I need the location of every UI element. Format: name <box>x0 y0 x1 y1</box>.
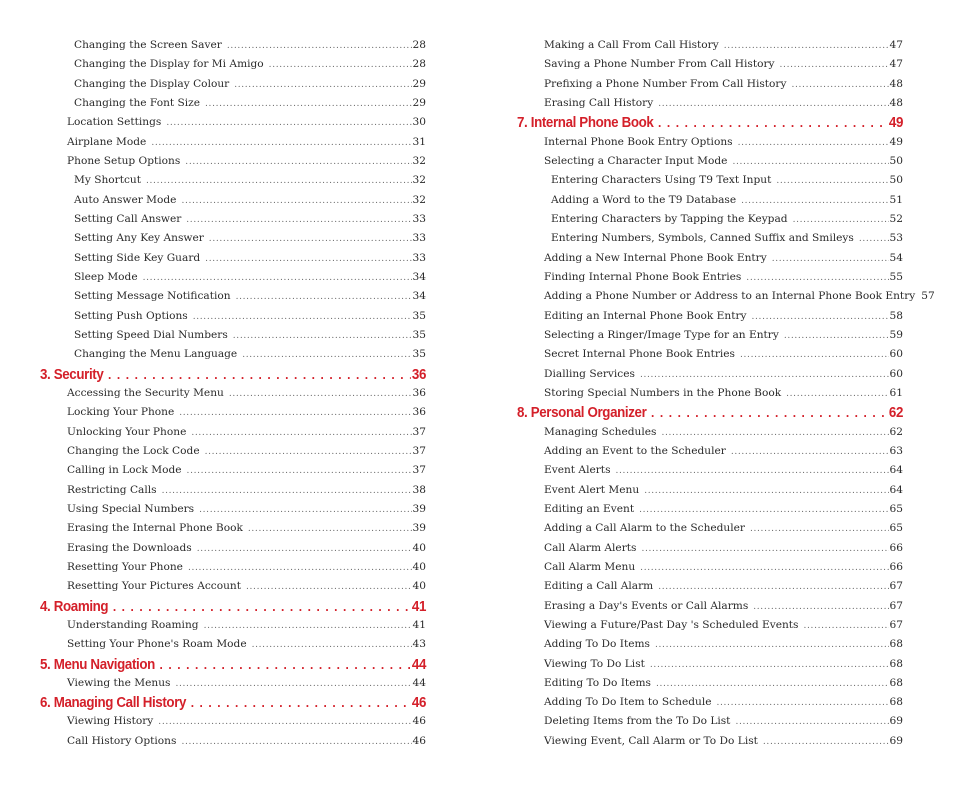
toc-entry <box>40 442 426 461</box>
toc-entry <box>517 268 903 287</box>
entry-title: Setting Side Key Guard <box>74 251 201 264</box>
dot-leader <box>242 346 411 365</box>
toc-entry <box>517 674 903 693</box>
dot-leader <box>791 76 888 95</box>
toc-entry <box>40 55 426 74</box>
page-number: 40 <box>412 560 426 573</box>
toc-entry <box>40 577 426 596</box>
toc-entry <box>40 287 426 306</box>
chapter-title: 5. Menu Navigation <box>40 656 155 673</box>
chapter-title: 8. Personal Organizer <box>517 405 647 422</box>
entry-title: Viewing History <box>67 715 154 728</box>
dot-leader <box>205 95 411 114</box>
page-number: 60 <box>889 367 903 380</box>
toc-entry <box>40 519 426 538</box>
page-number: 35 <box>412 348 426 361</box>
toc-entry <box>40 75 426 94</box>
dot-leader <box>658 95 888 114</box>
toc-entry <box>517 597 903 616</box>
dot-leader <box>191 693 411 712</box>
dot-leader <box>752 308 889 327</box>
page-number: 40 <box>412 580 426 593</box>
dot-leader <box>108 365 411 384</box>
dot-leader <box>197 540 412 559</box>
toc-entry <box>40 345 426 364</box>
entry-title: Changing the Display Colour <box>74 77 230 90</box>
dot-leader <box>234 76 411 95</box>
entry-title: Calling in Lock Mode <box>67 464 182 477</box>
toc-chapter-heading <box>517 403 903 422</box>
toc-entry <box>40 403 426 422</box>
entry-title: Erasing the Internal Phone Book <box>67 522 243 535</box>
dot-leader <box>731 443 889 462</box>
toc-entry <box>517 712 903 731</box>
page-number: 33 <box>412 232 426 245</box>
dot-leader <box>640 366 889 385</box>
toc-entry <box>517 461 903 480</box>
dot-leader <box>229 385 412 404</box>
toc-entry <box>517 635 903 654</box>
entry-title: Auto Answer Mode <box>74 193 177 206</box>
entry-title: Setting Push Options <box>74 309 188 322</box>
dot-leader <box>859 230 889 249</box>
entry-title: Call Alarm Alerts <box>544 541 637 554</box>
page-number: 47 <box>889 58 903 71</box>
dot-leader <box>188 559 412 578</box>
page-number: 41 <box>412 618 426 631</box>
dot-leader <box>146 172 412 191</box>
page-number: 68 <box>889 676 903 689</box>
page-number: 48 <box>889 96 903 109</box>
entry-title: Setting Any Key Answer <box>74 232 204 245</box>
page-number: 53 <box>889 232 903 245</box>
toc-entry <box>517 210 903 229</box>
toc-entry <box>517 326 903 345</box>
dot-leader <box>738 134 889 153</box>
dot-leader <box>158 713 411 732</box>
toc-entry <box>517 36 903 55</box>
page-number: 64 <box>889 464 903 477</box>
toc-entry <box>40 732 426 751</box>
page-number: 59 <box>889 328 903 341</box>
dot-leader <box>641 540 888 559</box>
dot-leader <box>746 269 888 288</box>
toc-entry <box>517 345 903 364</box>
toc-entry <box>40 152 426 171</box>
entry-title: Changing the Font Size <box>74 96 201 109</box>
entry-title: Dialling Services <box>544 367 635 380</box>
entry-title: Locking Your Phone <box>67 406 175 419</box>
dot-leader <box>166 114 411 133</box>
entry-title: Making a Call From Call History <box>544 39 719 51</box>
toc-chapter-heading <box>40 365 426 384</box>
page-number: 36 <box>412 386 426 399</box>
chapter-title: 6. Managing Call History <box>40 695 187 712</box>
toc-entry <box>40 113 426 132</box>
dot-leader <box>640 559 888 578</box>
dot-leader <box>252 636 412 655</box>
dot-leader <box>187 462 412 481</box>
toc-chapter-heading <box>40 655 426 674</box>
toc-chapter-heading <box>40 597 426 616</box>
page-number: 46 <box>412 715 426 728</box>
dot-leader <box>205 443 412 462</box>
page-number: 65 <box>889 522 903 535</box>
toc-entry <box>517 423 903 442</box>
page-number: 68 <box>889 696 903 709</box>
toc-entry <box>517 307 903 326</box>
page-number: 51 <box>889 193 903 206</box>
page-number: 33 <box>412 251 426 264</box>
dot-leader <box>658 113 888 132</box>
entry-title: Viewing a Future/Past Day 's Scheduled Events <box>544 618 799 631</box>
toc-entry <box>517 519 903 538</box>
page-number: 69 <box>889 734 903 747</box>
chapter-title: 4. Roaming <box>40 598 109 615</box>
dot-leader <box>175 675 411 694</box>
entry-title: Erasing the Downloads <box>67 541 192 554</box>
dot-leader <box>750 520 889 539</box>
toc-entry <box>517 191 903 210</box>
chapter-title: 7. Internal Phone Book <box>517 115 654 132</box>
entry-title: Adding To Do Items <box>544 638 650 651</box>
dot-leader <box>236 288 412 307</box>
page-number: 62 <box>888 405 904 422</box>
page-number: 28 <box>412 39 426 51</box>
dot-leader <box>732 153 888 172</box>
entry-title: Changing the Display for Mi Amigo <box>74 58 264 71</box>
toc-entry <box>40 635 426 654</box>
entry-title: Erasing a Day's Events or Call Alarms <box>544 599 749 612</box>
toc-entry <box>517 558 903 577</box>
toc-entry <box>40 268 426 287</box>
entry-title: Event Alert Menu <box>544 483 640 496</box>
toc-entry <box>517 693 903 712</box>
page-number: 68 <box>889 657 903 670</box>
dot-leader <box>209 230 412 249</box>
page-number: 34 <box>412 290 426 303</box>
entry-title: Changing the Menu Language <box>74 348 238 361</box>
page-number: 63 <box>889 444 903 457</box>
dot-leader <box>185 153 411 172</box>
entry-title: Setting Message Notification <box>74 290 231 303</box>
dot-leader <box>656 675 889 694</box>
dot-leader <box>655 636 889 655</box>
page-number: 35 <box>412 328 426 341</box>
dot-leader <box>143 269 412 288</box>
page-number: 61 <box>889 386 903 399</box>
toc-entry <box>40 481 426 500</box>
toc-entry <box>40 558 426 577</box>
page-number: 46 <box>411 695 427 712</box>
entry-title: Editing a Call Alarm <box>544 580 654 593</box>
page-number: 57 <box>921 290 935 303</box>
page-number: 58 <box>889 309 903 322</box>
dot-leader <box>160 655 411 674</box>
dot-leader <box>204 617 412 636</box>
entry-title: Call Alarm Menu <box>544 560 636 573</box>
toc-entry <box>517 229 903 248</box>
toc-entry <box>517 384 903 403</box>
page-number: 67 <box>889 599 903 612</box>
page-number: 64 <box>889 483 903 496</box>
dot-leader <box>804 617 889 636</box>
toc-column-left <box>40 36 426 751</box>
entry-title: Selecting a Character Input Mode <box>544 154 728 167</box>
page-number: 35 <box>412 309 426 322</box>
page-number: 38 <box>412 483 426 496</box>
page-number: 66 <box>889 560 903 573</box>
entry-title: Call History Options <box>67 734 177 747</box>
entry-title: Adding an Event to the Scheduler <box>544 444 726 457</box>
entry-title: Changing the Lock Code <box>67 444 200 457</box>
entry-title: Event Alerts <box>544 464 611 477</box>
dot-leader <box>246 578 412 597</box>
entry-title: Resetting Your Pictures Account <box>67 580 241 593</box>
dot-leader <box>186 211 411 230</box>
toc-entry <box>517 500 903 519</box>
toc-entry <box>40 423 426 442</box>
toc-chapter-heading <box>40 693 426 712</box>
dot-leader <box>193 308 412 327</box>
entry-title: Finding Internal Phone Book Entries <box>544 270 742 283</box>
toc-entry <box>40 94 426 113</box>
dot-leader <box>639 501 888 520</box>
page-number: 43 <box>412 638 426 651</box>
dot-leader <box>740 346 889 365</box>
toc-entry <box>517 75 903 94</box>
entry-title: Phone Setup Options <box>67 154 181 167</box>
dot-leader <box>658 578 888 597</box>
dot-leader <box>772 250 889 269</box>
page-number: 55 <box>889 270 903 283</box>
entry-title: Accessing the Security Menu <box>67 386 224 399</box>
entry-title: Erasing Call History <box>544 96 654 109</box>
dot-leader <box>780 56 889 75</box>
chapter-title: 3. Security <box>40 366 104 383</box>
page-number: 39 <box>412 522 426 535</box>
entry-title: Selecting a Ringer/Image Type for an Entry <box>544 328 779 341</box>
toc-entry <box>40 616 426 635</box>
dot-leader <box>753 598 888 617</box>
toc-entry <box>40 210 426 229</box>
page-number: 46 <box>412 734 426 747</box>
page-number: 62 <box>889 425 903 438</box>
entry-title: Entering Numbers, Symbols, Canned Suffix and Smileys <box>551 232 854 245</box>
page-number: 33 <box>412 212 426 225</box>
toc-entry <box>517 732 903 751</box>
entry-title: Sleep Mode <box>74 270 138 283</box>
dot-leader <box>784 327 889 346</box>
entry-title: Adding a Call Alarm to the Scheduler <box>544 522 745 535</box>
dot-leader <box>191 424 411 443</box>
dot-leader <box>716 694 888 713</box>
entry-title: Viewing Event, Call Alarm or To Do List <box>544 734 758 747</box>
entry-title: Saving a Phone Number From Call History <box>544 58 775 71</box>
entry-title: Adding a Phone Number or Address to an Internal Phone Book Entry <box>544 290 916 303</box>
dot-leader <box>269 56 412 75</box>
entry-title: Editing an Internal Phone Book Entry <box>544 309 747 322</box>
dot-leader <box>616 462 889 481</box>
entry-title: Editing To Do Items <box>544 676 651 689</box>
page-number: 32 <box>412 174 426 187</box>
page-number: 50 <box>889 154 903 167</box>
dot-leader <box>763 733 889 752</box>
dot-leader <box>644 482 888 501</box>
entry-title: Entering Characters Using T9 Text Input <box>551 174 772 187</box>
page-number: 65 <box>889 502 903 515</box>
dot-leader <box>162 482 412 501</box>
page-number: 39 <box>412 502 426 515</box>
dot-leader <box>661 424 888 443</box>
toc-entry <box>517 616 903 635</box>
dot-leader <box>741 192 888 211</box>
toc-entry <box>40 674 426 693</box>
toc-entry <box>517 55 903 74</box>
entry-title: Location Settings <box>67 116 162 129</box>
toc-entry <box>40 461 426 480</box>
entry-title: Resetting Your Phone <box>67 560 183 573</box>
entry-title: Entering Characters by Tapping the Keypad <box>551 212 788 225</box>
page-number: 32 <box>412 193 426 206</box>
entry-title: Adding a Word to the T9 Database <box>551 193 737 206</box>
dot-leader <box>205 250 411 269</box>
page-number: 67 <box>889 580 903 593</box>
page-number: 44 <box>412 676 426 689</box>
toc-entry <box>40 249 426 268</box>
page-number: 37 <box>412 444 426 457</box>
toc-entry <box>517 655 903 674</box>
dot-leader <box>233 327 412 346</box>
page-number: 31 <box>412 135 426 148</box>
page-number: 29 <box>412 77 426 90</box>
entry-title: Setting Speed Dial Numbers <box>74 328 228 341</box>
toc-entry <box>517 94 903 113</box>
entry-title: Using Special Numbers <box>67 502 195 515</box>
toc-entry <box>517 152 903 171</box>
dot-leader <box>199 501 411 520</box>
toc-entry <box>40 712 426 731</box>
page-number: 34 <box>412 270 426 283</box>
entry-title: Setting Call Answer <box>74 212 182 225</box>
page-number: 36 <box>411 366 427 383</box>
toc-entry <box>517 481 903 500</box>
entry-title: Unlocking Your Phone <box>67 425 187 438</box>
toc-entry <box>517 171 903 190</box>
dot-leader <box>793 211 889 230</box>
dot-leader <box>181 733 411 752</box>
toc-entry <box>517 577 903 596</box>
toc-entry <box>517 133 903 152</box>
page-number: 68 <box>889 638 903 651</box>
toc-entry <box>40 133 426 152</box>
toc-entry <box>517 365 903 384</box>
toc-entry <box>40 229 426 248</box>
entry-title: Viewing the Menus <box>67 676 171 689</box>
dot-leader <box>650 656 889 675</box>
dot-leader <box>786 385 888 404</box>
page-number: 29 <box>412 96 426 109</box>
page-number: 37 <box>412 425 426 438</box>
entry-title: Understanding Roaming <box>67 618 199 631</box>
entry-title: Deleting Items from the To Do List <box>544 715 731 728</box>
entry-title: Setting Your Phone's Roam Mode <box>67 638 247 651</box>
page-number: 28 <box>412 58 426 71</box>
entry-title: Adding To Do Item to Schedule <box>544 696 712 709</box>
page-number: 47 <box>889 39 903 51</box>
entry-title: Editing an Event <box>544 502 635 515</box>
toc-entry <box>40 171 426 190</box>
entry-title: Internal Phone Book Entry Options <box>544 135 733 148</box>
page-number: 67 <box>889 618 903 631</box>
dot-leader <box>227 37 412 56</box>
toc-entry <box>40 384 426 403</box>
toc-entry <box>40 191 426 210</box>
page-number: 30 <box>412 116 426 129</box>
entry-title: Restricting Calls <box>67 483 157 496</box>
toc-entry <box>40 500 426 519</box>
toc-column-right <box>517 36 935 751</box>
page-number: 50 <box>889 174 903 187</box>
entry-title: Changing the Screen Saver <box>74 39 222 51</box>
toc-entry <box>517 539 903 558</box>
page-number: 48 <box>889 77 903 90</box>
page-number: 52 <box>889 212 903 225</box>
toc-entry <box>40 307 426 326</box>
dot-leader <box>735 713 888 732</box>
toc-entry <box>517 249 903 268</box>
dot-leader <box>113 597 411 616</box>
page-number: 54 <box>889 251 903 264</box>
dot-leader <box>776 172 888 191</box>
entry-title: Prefixing a Phone Number From Call History <box>544 77 787 90</box>
page-number: 44 <box>411 656 427 673</box>
entry-title: Storing Special Numbers in the Phone Book <box>544 386 782 399</box>
dot-leader <box>151 134 411 153</box>
page-number: 41 <box>411 598 427 615</box>
page-number: 36 <box>412 406 426 419</box>
entry-title: Viewing To Do List <box>544 657 645 670</box>
dot-leader <box>651 403 888 422</box>
page-number: 37 <box>412 464 426 477</box>
toc-entry <box>40 326 426 345</box>
dot-leader <box>179 404 411 423</box>
page-number: 40 <box>412 541 426 554</box>
page-number: 69 <box>889 715 903 728</box>
page-number: 66 <box>889 541 903 554</box>
dot-leader <box>181 192 411 211</box>
entry-title: Adding a New Internal Phone Book Entry <box>544 251 767 264</box>
entry-title: My Shortcut <box>74 174 141 187</box>
toc-chapter-heading <box>517 113 903 132</box>
entry-title: Airplane Mode <box>67 135 147 148</box>
entry-title: Secret Internal Phone Book Entries <box>544 348 735 361</box>
toc-entry <box>40 36 426 55</box>
page-number: 32 <box>412 154 426 167</box>
page-number: 49 <box>888 115 904 132</box>
toc-entry <box>40 539 426 558</box>
page-number: 49 <box>889 135 903 148</box>
page-number: 60 <box>889 348 903 361</box>
entry-title: Managing Schedules <box>544 425 657 438</box>
dot-leader <box>724 37 889 56</box>
dot-leader <box>248 520 412 539</box>
toc-entry <box>517 442 903 461</box>
toc-entry <box>517 287 935 306</box>
